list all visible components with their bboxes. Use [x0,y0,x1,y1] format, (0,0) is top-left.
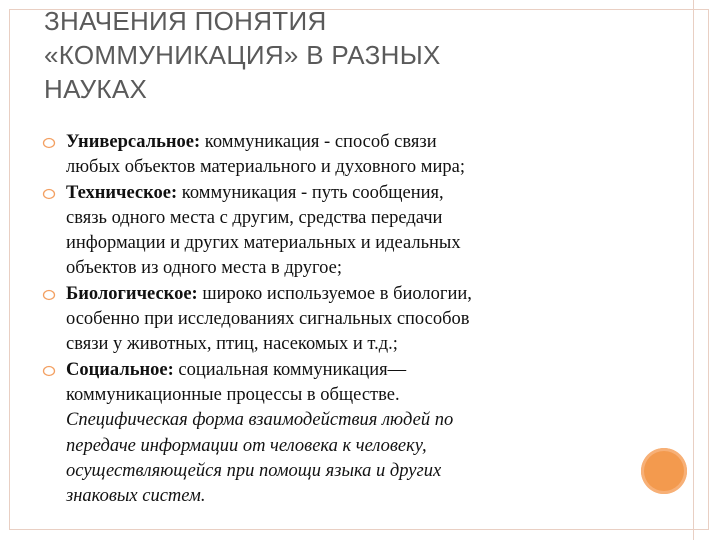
item-text: коммуникация - способ связи [200,132,437,152]
item-term: Универсальное: [66,132,201,152]
item-text: объектов из одного места в другое; [66,258,343,279]
meanings-list [42,130,632,509]
list-item-universal [42,130,632,181]
item-italic-text: Специфическая форма взаимодействия людей по [66,410,454,431]
item-first-line [66,130,632,155]
title-line: НАУКАХ [44,74,148,104]
list-item-social [42,358,632,510]
item-text: любых объектов материального и духовного мира; [66,157,465,178]
item-text: связь одного места с другим, средства передачи [66,207,443,228]
slide-divider-line [693,0,694,540]
list-item-biological [42,282,632,358]
item-text: коммуникация - путь сообщения, [177,182,444,203]
item-italic-text: передаче информации от человека к человеку, [66,435,427,456]
item-term: Биологическое: [66,283,198,304]
item-text: особенно при исследованиях сигнальных способов [66,309,470,330]
decorative-orange-circle [641,448,687,494]
item-text: коммуникационные процессы в обществе. [66,384,400,405]
item-first-line [66,358,632,383]
item-italic-text: осуществляющейся при помощи языка и других [66,460,442,481]
circle-bullet-icon [42,365,56,377]
item-term: Техническое: [66,182,178,203]
slide-title [44,4,624,106]
title-line: «КОММУНИКАЦИЯ» В РАЗНЫХ [44,40,441,70]
item-first-line [66,181,632,206]
item-text: социальная коммуникация— [173,359,407,380]
item-text: связи у животных, птиц, насекомых и т.д.; [66,334,398,355]
item-italic-text: знаковых систем. [66,486,206,507]
title-line: ЗНАЧЕНИЯ ПОНЯТИЯ [44,6,327,36]
item-text: информации и других материальных и идеальных [66,233,461,254]
circle-bullet-icon [42,137,56,149]
item-term: Социальное: [66,359,174,380]
item-first-line [66,282,632,307]
list-item-technical [42,181,632,282]
circle-bullet-icon [42,188,56,200]
circle-bullet-icon [42,289,56,301]
item-text: широко используемое в биологии, [197,283,472,304]
